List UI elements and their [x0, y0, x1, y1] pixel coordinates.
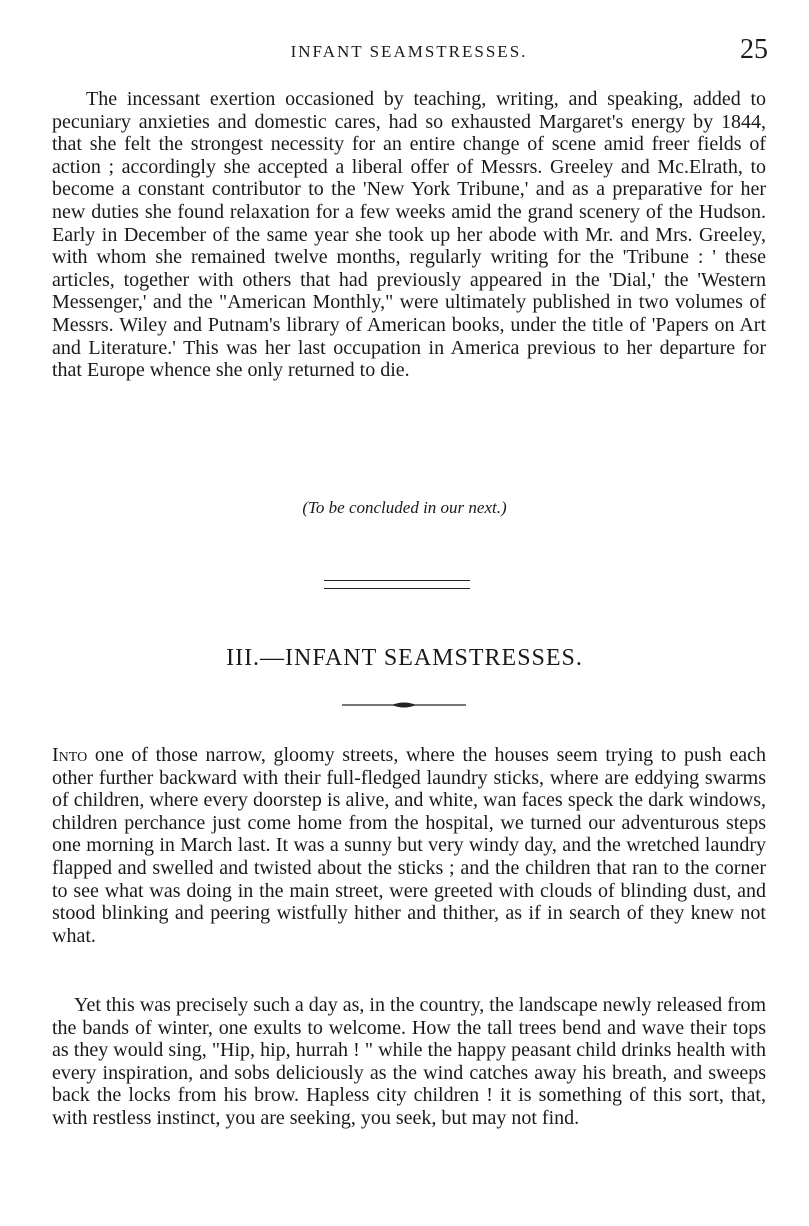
running-head — [50, 34, 768, 74]
section-divider — [324, 580, 470, 589]
article-title: III.—INFANT SEAMSTRESSES. — [226, 645, 583, 671]
drop-word: Into — [52, 744, 88, 766]
continued-note: (To be concluded in our next.) — [302, 498, 507, 517]
article-paragraph-1-text: one of those narrow, gloomy streets, where the houses seem trying to push each other further backward with their full-fledged laundry sticks, where are eddying swarms of children, where every doorstep is alive, and white, wan faces speck the dark windows, children perchance just come home from the hospital, we turned our adventurous steps one morning in March last. It was a sunny but very windy day, and the wretched laundry flapped and swelled and twisted about the sticks ; and the children that ran to the corner to see what was doing in the main street, were greeted with clouds of blinding dust, and stood blinking and peering wistfully hither and thither, as if in search of they knew not what. — [52, 744, 766, 947]
article-paragraph-1 — [52, 744, 766, 947]
title-ornament — [342, 700, 466, 710]
page-number: 25 — [740, 34, 768, 65]
running-title: INFANT SEAMSTRESSES. — [290, 42, 528, 61]
previous-article-paragraph: The incessant exertion occasioned by teaching, writing, and speaking, added to pecuniary anxieties and domestic cares, had so exhausted Margaret's energy by 1844, that she felt the strongest necessity for an entire change of scene amid freer fields of action ; accordingly she accepted a liberal offer of Messrs. Greeley and Mc.Elrath, to become a constant contributor to the 'New York Tribune,' and as a preparative for her new duties she found relaxation for a few weeks amid the grand scenery of the Hudson. Early in December of the same year she took up her abode with Mr. and Mrs. Greeley, with whom she remained twelve months, regularly writing for the 'Tribune : ' these articles, together with others that had previously appeared in the 'Dial,' the 'Western Messenger,' and the "American Monthly," were ultimately published in two volumes of Messrs. Wiley and Putnam's library of American books, under the title of 'Papers on Art and Literature.' This was her last occupation in America previous to her departure for that Europe whence she only returned to die. — [52, 88, 766, 382]
article-paragraph-2: Yet this was precisely such a day as, in the country, the landscape newly released from the bands of winter, one exults to welcome. How the tall trees bend and wave their tops as they would sing, "Hip, hip, hurrah ! " while the happy peasant child drinks health with every inspiration, and sobs deliciously as the wind catches away his breath, and sweeps back the locks from his brow. Hapless city children ! it is something of this sort, that, with restless instinct, you are seeking, you seek, but may not find. — [52, 994, 766, 1129]
